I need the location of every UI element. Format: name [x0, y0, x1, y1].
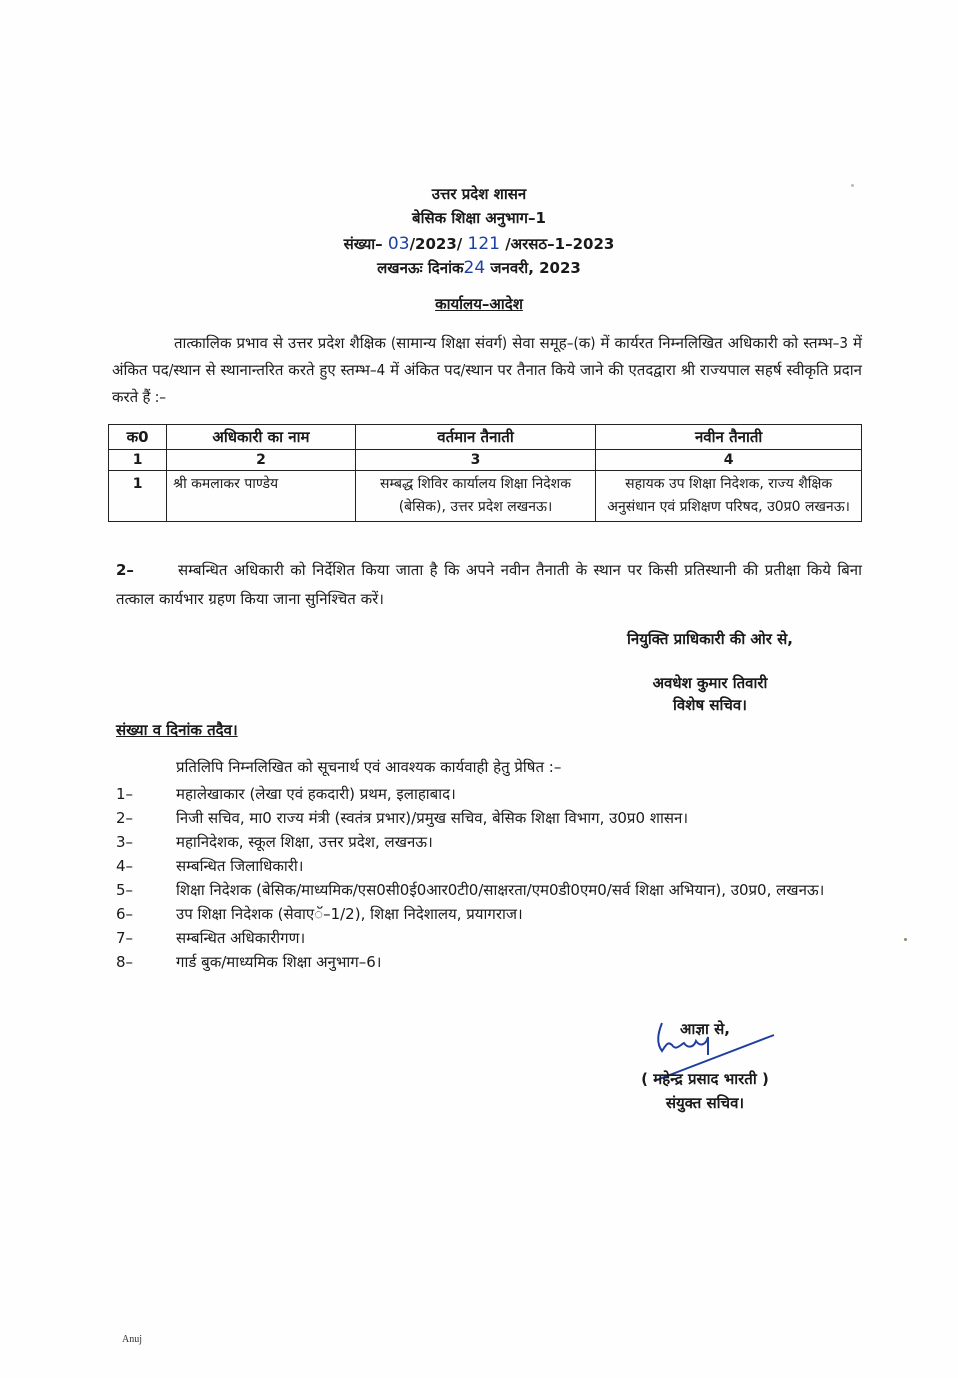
header-officer-name: अधिकारी का नाम	[167, 425, 356, 450]
list-item-number: 6–	[116, 905, 134, 923]
column-number-row	[109, 450, 862, 471]
column-number: 1	[109, 450, 167, 471]
list-item-number: 2–	[116, 809, 134, 827]
table-header-row	[109, 425, 862, 450]
date-suffix: जनवरी, 2023	[490, 259, 581, 277]
column-number: 2	[167, 450, 356, 471]
column-number: 4	[596, 450, 862, 471]
cell-current-posting: सम्बद्ध शिविर कार्यालय शिक्षा निदेशक (बेसिक), उत्तर प्रदेश लखनऊ।	[355, 471, 596, 522]
signatory-1-on-behalf: नियुक्ति प्राधिकारी की ओर से,	[627, 630, 793, 648]
copy-intro: प्रतिलिपि निम्नलिखित को सूचनार्थ एवं आवश्यक कार्यवाही हेतु प्रेषित :–	[176, 758, 562, 776]
signatory-2-designation: संयुक्त सचिव।	[665, 1094, 745, 1112]
date-prefix: लखनऊः दिनांक	[377, 259, 464, 277]
header-new-posting: नवीन तैनाती	[596, 425, 862, 450]
cell-new-posting: सहायक उप शिक्षा निदेशक, राज्य शैक्षिक अनुसंधान एवं प्रशिक्षण परिषद, उ0प्र0 लखनऊ।	[596, 471, 862, 522]
list-item-number: 5–	[116, 881, 134, 899]
list-item	[116, 806, 876, 830]
order-title-text: कार्यालय–आदेश	[435, 295, 523, 313]
list-item	[116, 878, 876, 902]
list-item	[116, 830, 876, 854]
table-row	[109, 471, 862, 522]
number-mid: /2023/	[409, 235, 463, 253]
signatory-2-by-order: आज्ञा से,	[680, 1020, 730, 1038]
list-item-number: 3–	[116, 833, 134, 851]
number-suffix: /अरसठ–1–2023	[505, 235, 615, 253]
list-item	[116, 854, 876, 878]
intro-paragraph: तात्कालिक प्रभाव से उत्तर प्रदेश शैक्षिक (सामान्य शिक्षा संवर्ग) सेवा समूह–(क) में कार्यरत निम्नलिखित अधिकारी को स्तम्भ–3 में अंकित पद/स्थान से स्थानान्तरित करते हुए स्तम्भ–4 में अंकित पद/स्थान पर तैनात किये जाने की एतदद्वारा श्री राज्यपाल सहर्ष स्वीकृति प्रदान करते हैं :–	[112, 334, 862, 406]
cell-officer-name: श्री कमलाकर पाण्डेय	[167, 471, 356, 522]
header-sno: क0	[109, 425, 167, 450]
cell-sno: 1	[109, 471, 167, 522]
scan-speck	[904, 938, 907, 941]
column-number: 3	[355, 450, 596, 471]
list-item-text: निजी सचिव, मा0 राज्य मंत्री (स्वतंत्र प्रभार)/प्रमुख सचिव, बेसिक शिक्षा विभाग, उ0प्र0 शासन।	[176, 809, 689, 827]
typist-initials: Anuj	[122, 1334, 142, 1345]
copy-list	[116, 782, 876, 974]
list-item-text: उप शिक्षा निदेशक (सेवाएॅ–1/2), शिक्षा निदेशालय, प्रयागराज।	[176, 905, 523, 923]
list-item-number: 4–	[116, 857, 134, 875]
list-item-number: 1–	[116, 785, 134, 803]
order-date	[0, 256, 958, 280]
number-prefix: संख्या–	[343, 235, 383, 253]
transfer-table	[108, 424, 862, 522]
list-item	[116, 950, 876, 974]
point-2	[116, 556, 862, 614]
list-item-text: सम्बन्धित अधिकारीगण।	[176, 929, 306, 947]
order-number	[0, 232, 958, 256]
list-item-number: 8–	[116, 953, 134, 971]
handwritten-number-1: 03	[387, 234, 410, 254]
list-item-text: महानिदेशक, स्कूल शिक्षा, उत्तर प्रदेश, लखनऊ।	[176, 833, 433, 851]
signatory-1-designation: विशेष सचिव।	[673, 696, 747, 714]
signatory-1-name: अवधेश कुमार तिवारी	[652, 674, 768, 692]
list-item	[116, 782, 876, 806]
section-heading: बेसिक शिक्षा अनुभाग–1	[412, 209, 546, 227]
list-item	[116, 926, 876, 950]
list-item-text: गार्ड बुक/माध्यमिक शिक्षा अनुभाग–6।	[176, 953, 382, 971]
signatory-2-name: ( महेन्द्र प्रसाद भारती )	[641, 1070, 769, 1088]
reference-line: संख्या व दिनांक तदैव।	[116, 721, 238, 739]
government-heading: उत्तर प्रदेश शासन	[431, 185, 527, 203]
point-2-text: सम्बन्धित अधिकारी को निर्देशित किया जाता है कि अपने नवीन तैनाती के स्थान पर किसी प्रतिस्थानी की प्रतीक्षा किये बिना तत्काल कार्यभार ग्रहण किया जाना सुनिश्चित करें।	[116, 561, 862, 608]
handwritten-date-day: 24	[463, 258, 486, 278]
list-item	[116, 902, 876, 926]
handwritten-number-2: 121	[467, 234, 500, 254]
order-title	[0, 292, 958, 316]
list-item-text: शिक्षा निदेशक (बेसिक/माध्यमिक/एस0सी0ई0आर0टी0/साक्षरता/एम0डी0एम0/सर्व शिक्षा अभियान), उ0प्र0, लखनऊ।	[176, 881, 825, 899]
list-item-number: 7–	[116, 929, 134, 947]
point-2-number: 2–	[116, 561, 134, 579]
list-item-text: महालेखाकार (लेखा एवं हकदारी) प्रथम, इलाहाबाद।	[176, 785, 456, 803]
scan-speck	[851, 184, 854, 187]
header-current-posting: वर्तमान तैनाती	[355, 425, 596, 450]
list-item-text: सम्बन्धित जिलाधिकारी।	[176, 857, 304, 875]
